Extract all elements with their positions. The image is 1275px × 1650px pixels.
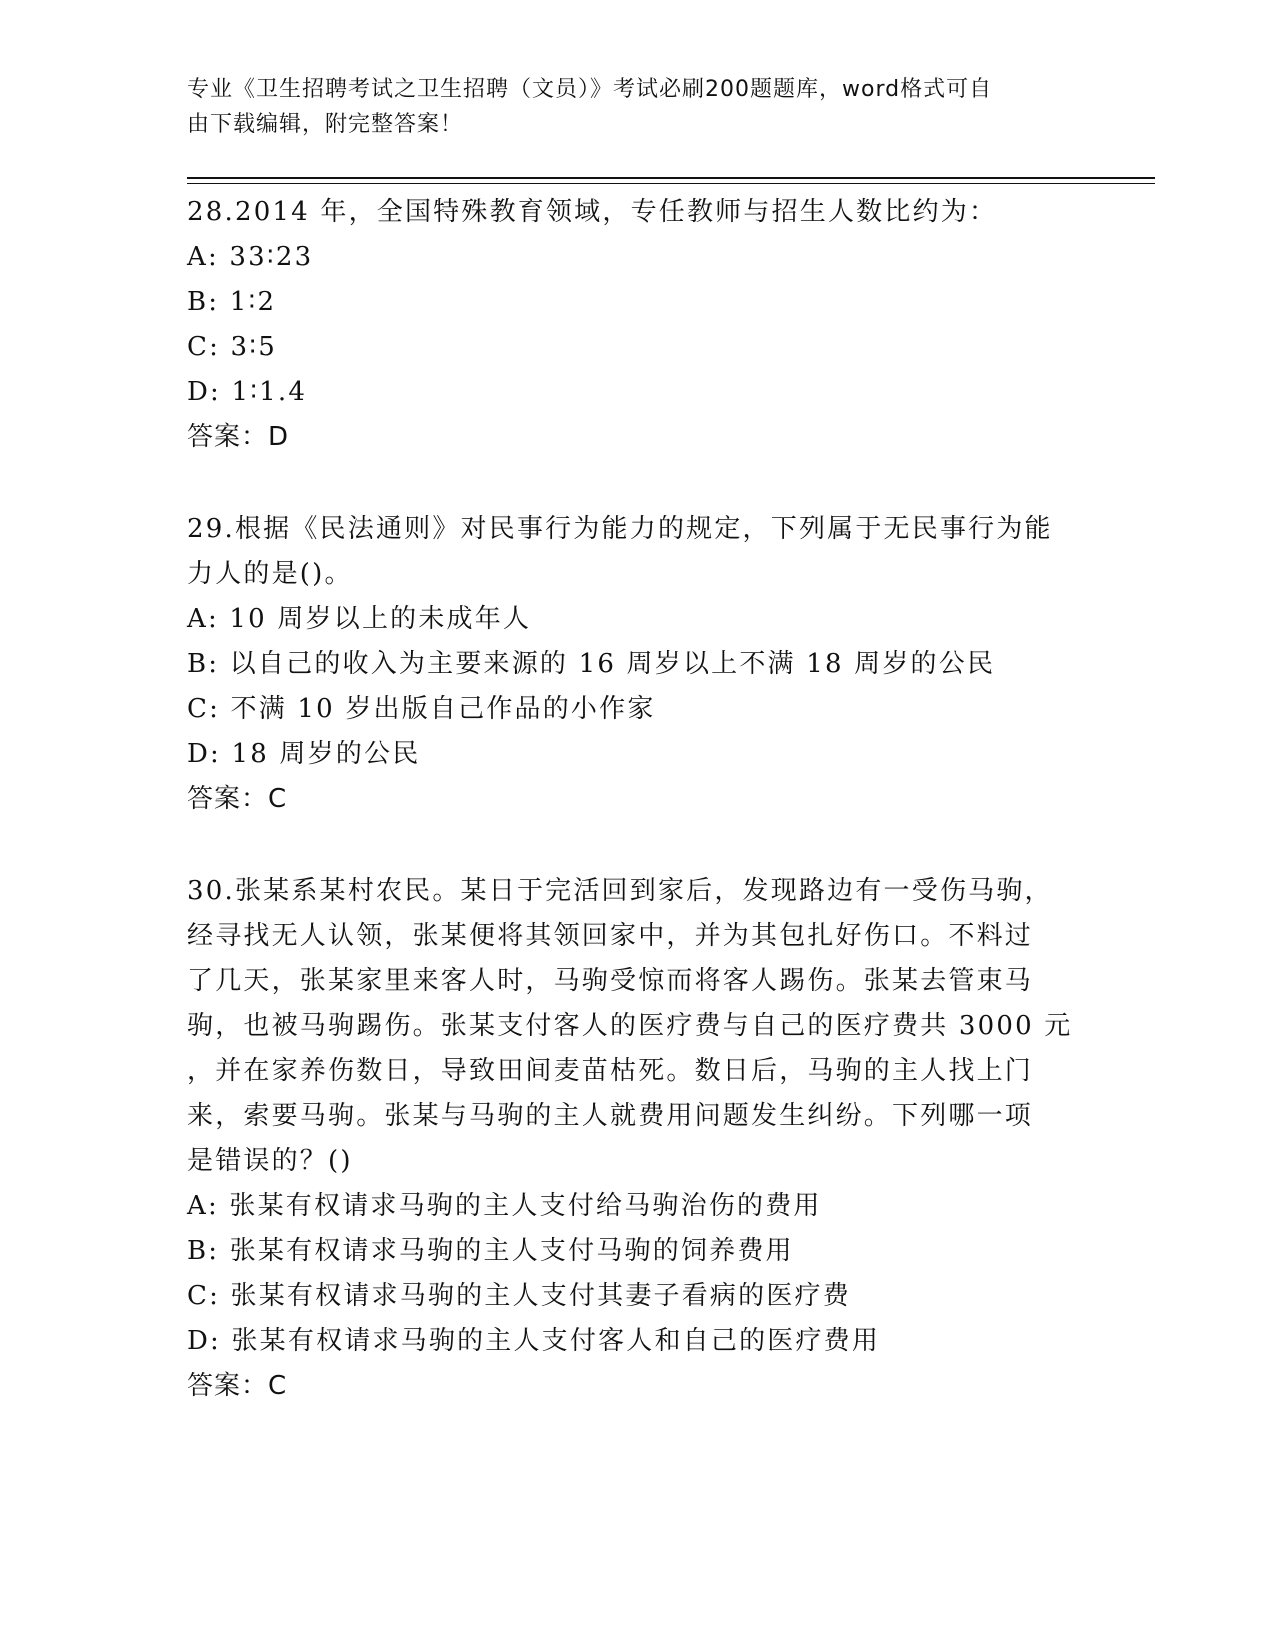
option-a: A: 33∶23 (187, 242, 314, 272)
question-list (187, 190, 1077, 1456)
option-c: C: 3∶5 (187, 332, 277, 362)
option-d: D: 18 周岁的公民 (187, 739, 421, 769)
question-29 (187, 507, 1077, 822)
option-d: D: 张某有权请求马驹的主人支付客人和自己的医疗费用 (187, 1326, 881, 1356)
answer: 答案：C (187, 1371, 288, 1401)
question-text: ，并在家养伤数日，导致田间麦苗枯死。数日后，马驹的主人找上门 (187, 1056, 1034, 1086)
question-text: 28.2014 年，全国特殊教育领域，专任教师与招生人数比约为： (187, 197, 998, 227)
question-text: 经寻找无人认领，张某便将其领回家中，并为其包扎好伤口。不料过 (187, 921, 1034, 951)
option-c: C: 张某有权请求马驹的主人支付其妻子看病的医疗费 (187, 1281, 851, 1311)
option-b: B: 1∶2 (187, 287, 277, 317)
question-text: 29.根据《民法通则》对民事行为能力的规定，下列属于无民事行为能 (187, 514, 1053, 544)
answer: 答案：C (187, 784, 288, 814)
option-b: B: 张某有权请求马驹的主人支付马驹的饲养费用 (187, 1236, 794, 1266)
header-rule-thick (187, 177, 1155, 179)
question-text: 是错误的？() (187, 1146, 353, 1176)
header-line: 由下载编辑，附完整答案！ (187, 112, 464, 137)
question-30 (187, 869, 1077, 1409)
option-b: B: 以自己的收入为主要来源的 16 周岁以上不满 18 周岁的公民 (187, 649, 996, 679)
option-d: D: 1∶1.4 (187, 377, 308, 407)
question-text: 来，索要马驹。张某与马驹的主人就费用问题发生纠纷。下列哪一项 (187, 1101, 1034, 1131)
option-a: A: 10 周岁以上的未成年人 (187, 604, 532, 634)
question-text: 30.张某系某村农民。某日于完活回到家后，发现路边有一受伤马驹， (187, 876, 1053, 906)
question-28 (187, 190, 1077, 460)
header-rule-thin (187, 183, 1155, 184)
question-text: 驹，也被马驹踢伤。张某支付客人的医疗费与自己的医疗费共 3000 元 (187, 1011, 1073, 1041)
option-c: C: 不满 10 岁出版自己作品的小作家 (187, 694, 656, 724)
question-text: 力人的是()。 (187, 559, 353, 589)
question-text: 了几天，张某家里来客人时，马驹受惊而将客人踢伤。张某去管束马 (187, 966, 1034, 996)
option-a: A: 张某有权请求马驹的主人支付给马驹治伤的费用 (187, 1191, 822, 1221)
answer: 答案：D (187, 422, 290, 452)
document-header (187, 72, 1067, 142)
header-line: 专业《卫生招聘考试之卫生招聘（文员）》考试必刷200题题库，word格式可自 (187, 77, 993, 102)
